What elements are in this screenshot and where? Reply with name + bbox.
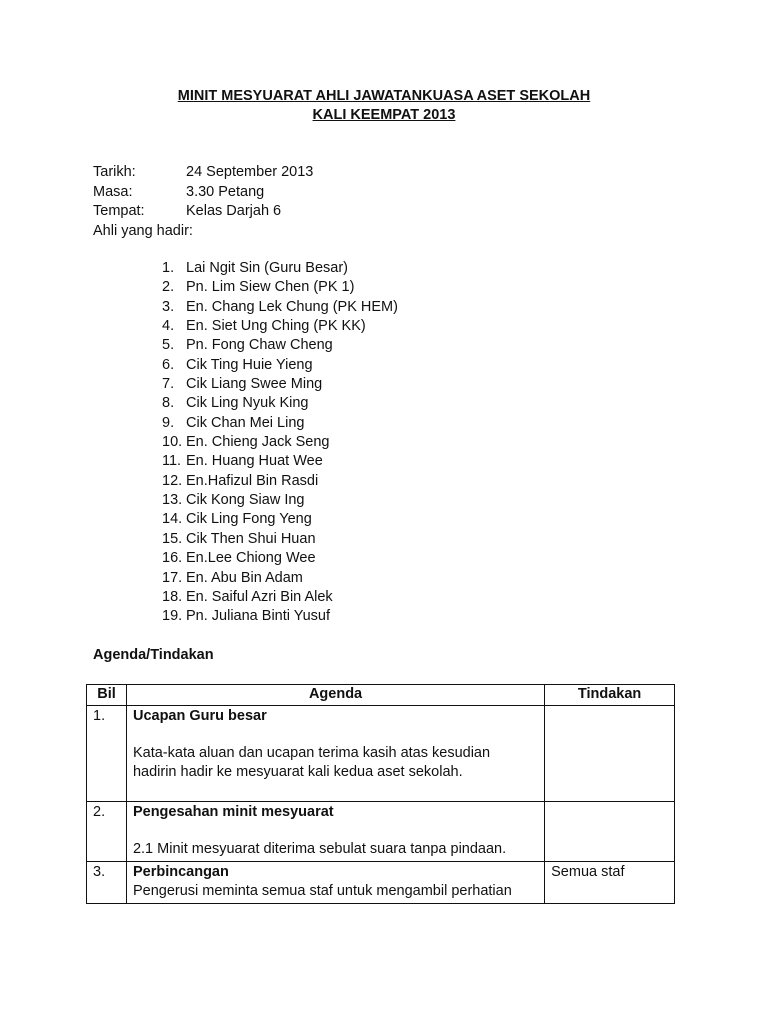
date-row [93,163,313,183]
table-header-row [87,685,675,706]
agenda-item-title: Pengesahan minit mesyuarat [132,804,334,820]
attendee-item [162,414,398,433]
attendee-number: 9. [162,414,175,431]
attendee-number: 1. [162,260,175,276]
attendee-item [162,356,398,375]
attendee-number: 7. [162,376,175,393]
attendee-name: En. Saiful Azri Bin Alek [186,588,333,605]
agenda-item-title: Perbincangan [132,864,229,880]
document-title-line2: KALI KEEMPAT 2013 [312,107,456,123]
attendee-name: Pn. Fong Chaw Cheng [186,337,333,354]
attendee-item [162,394,398,413]
attendees-heading: Ahli yang hadir: [93,222,193,239]
attendee-number: 10. [162,434,183,451]
agenda-item-text: Pengerusi meminta semua staf untuk mengambil perhatian [132,883,512,899]
agenda-item-text: 2.1 Minit mesyuarat diterima sebulat suara tanpa pindaan. [132,841,507,857]
attendee-item [162,452,398,471]
attendee-item [162,375,398,394]
attendee-item [162,530,398,549]
attendee-number: 8. [162,395,175,412]
row-agenda [126,706,544,802]
attendee-name: Cik Kong Siaw Ing [186,492,305,509]
attendee-name: Cik Then Shui Huan [186,530,316,547]
time-row [93,183,313,203]
attendee-name: Cik Chan Mei Ling [186,414,305,431]
attendee-name: Lai Ngit Sin (Guru Besar) [186,260,348,276]
attendee-name: En. Chang Lek Chung (PK HEM) [186,298,398,315]
agenda-heading: Agenda/Tindakan [93,647,214,663]
attendee-item [162,569,398,588]
venue-value: Kelas Darjah 6 [186,203,282,219]
attendee-number: 6. [162,356,175,373]
attendee-number: 5. [162,337,175,354]
venue-row [93,202,313,222]
row-agenda [126,802,544,862]
row-tindakan [545,802,675,862]
attendee-item [162,607,398,626]
attendee-number: 17. [162,569,183,586]
attendee-number: 13. [162,492,183,509]
attendee-number: 3. [162,298,175,315]
date-label: Tarikh: [93,164,136,180]
row-bil: 3. [87,862,127,904]
attendee-name: Cik Liang Swee Ming [186,376,323,393]
table-row [87,862,675,904]
agenda-item-text: Kata-kata aluan dan ucapan terima kasih atas kesudian [132,745,491,761]
header-tindakan: Tindakan [545,685,675,706]
attendee-number: 2. [162,279,175,296]
attendee-name: Cik Ling Fong Yeng [186,511,312,528]
attendee-number: 11. [162,453,182,470]
attendee-name: Cik Ting Huie Yieng [186,356,313,373]
time-label: Masa: [93,183,133,200]
attendee-number: 19. [162,608,183,625]
attendee-list [162,259,398,627]
row-agenda [126,862,544,904]
attendee-item [162,278,398,297]
attendee-name: En.Lee Chiong Wee [186,550,316,567]
row-tindakan: Semua staf [545,862,675,904]
table-row [87,802,675,862]
attendee-name: En. Abu Bin Adam [186,569,303,586]
document-title-line1: MINIT MESYUARAT AHLI JAWATANKUASA ASET SEKOLAH [177,88,591,104]
attendee-number: 4. [162,318,175,335]
row-tindakan [545,706,675,802]
attendee-name: Pn. Juliana Binti Yusuf [186,608,331,625]
attendee-item [162,433,398,452]
header-agenda: Agenda [126,685,544,706]
attendee-item [162,549,398,568]
attendee-number: 15. [162,530,183,547]
attendee-name: Pn. Lim Siew Chen (PK 1) [186,279,355,296]
attendee-name: En.Hafizul Bin Rasdi [186,472,319,489]
venue-label: Tempat: [93,203,145,219]
attendee-item [162,298,398,317]
time-value: 3.30 Petang [186,183,265,200]
row-bil: 1. [87,706,127,802]
attendee-item [162,259,398,278]
attendee-name: Cik Ling Nyuk King [186,395,309,412]
agenda-table [86,684,675,904]
date-value: 24 September 2013 [186,164,314,180]
agenda-item-text: hadirin hadir ke mesyuarat kali kedua aset sekolah. [132,764,463,780]
attendee-item [162,317,398,336]
attendee-item [162,472,398,491]
attendee-number: 16. [162,550,183,567]
attendee-item [162,588,398,607]
meeting-details [93,163,313,241]
attendee-name: En. Huang Huat Wee [186,453,323,470]
agenda-item-title: Ucapan Guru besar [132,708,267,724]
attendee-number: 14. [162,511,183,528]
attendee-number: 18. [162,588,183,605]
attendee-item [162,491,398,510]
attendee-item [162,336,398,355]
header-bil: Bil [87,685,127,706]
attendee-item [162,510,398,529]
table-row [87,706,675,802]
row-bil: 2. [87,802,127,862]
attendee-name: En. Siet Ung Ching (PK KK) [186,318,366,335]
attendee-number: 12. [162,472,183,489]
attendee-name: En. Chieng Jack Seng [186,434,330,451]
